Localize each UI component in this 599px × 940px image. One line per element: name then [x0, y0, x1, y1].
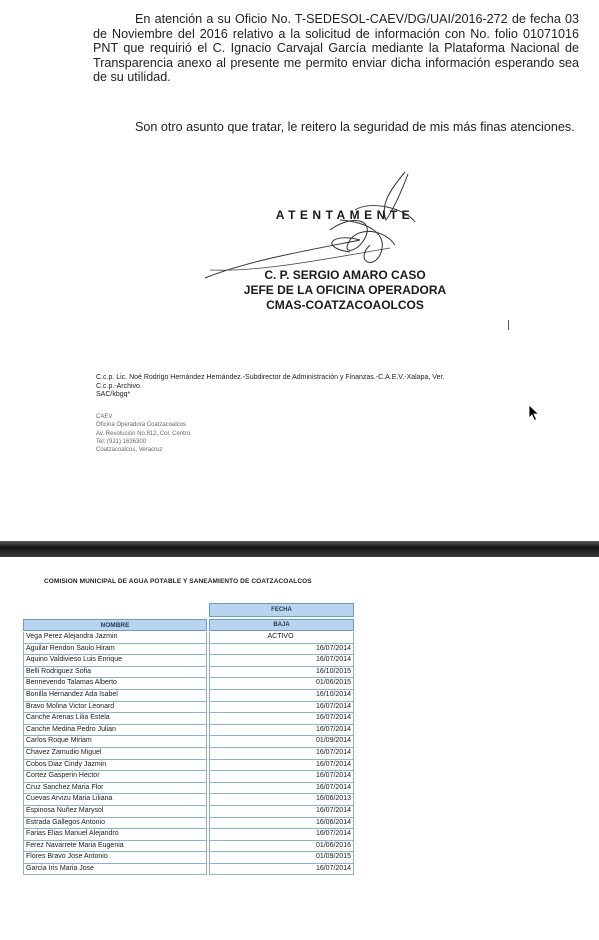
address-line: Tel: (921) 1636300 [96, 438, 147, 445]
table-row [23, 771, 354, 783]
name-cell: Cruz Sanchez Maria Flor [23, 783, 207, 795]
carbon-copy-block [96, 374, 566, 400]
page-separator [0, 541, 599, 557]
table-row [23, 678, 354, 690]
date-cell: 01/09/2015 [209, 852, 354, 864]
table-row [23, 632, 354, 644]
name-cell: Carlos Roque Miriam [23, 736, 207, 748]
name-cell: Farias Elias Manuel Alejandro [23, 829, 207, 841]
signer-name: C. P. SERGIO AMARO CASO [264, 268, 426, 282]
date-cell: 16/07/2014 [209, 783, 354, 795]
table-row [23, 806, 354, 818]
column-header-baja: BAJA [209, 619, 354, 631]
date-cell: 01/06/2016 [209, 841, 354, 853]
date-cell: 16/07/2014 [209, 725, 354, 737]
name-cell: Garcia Iris Maria Jose [23, 864, 207, 876]
paragraph-1-text: En atención a su Oficio No. T-SEDESOL-CAEV/DG/UAI/2016-272 de fecha 03 de Noviembre del 2016 relativo a la solicitud de información con No. folio 01071016 PNT que requirió el C. Ignacio Carvajal García mediante la Plataforma Nacional de Transparencia anexo al presente me permito enviar dicha información esperando sea de su utilidad. [93, 12, 579, 84]
date-cell: 16/07/2014 [209, 702, 354, 714]
ccp-line: SAC/kbgq* [96, 391, 131, 398]
name-cell: Ferez Navarrete Maria Eugenia [23, 841, 207, 853]
date-cell: 16/07/2014 [209, 644, 354, 656]
date-cell: ACTIVO [209, 632, 354, 644]
table-row [23, 841, 354, 853]
date-cell: 16/07/2014 [209, 806, 354, 818]
table-row [23, 644, 354, 656]
name-cell: Estrada Gallegos Antonio [23, 818, 207, 830]
table-row [23, 794, 354, 806]
address-line: CAEV [96, 414, 113, 420]
column-header-nombre: NOMBRE [23, 619, 207, 631]
name-cell: Bravo Molina Victor Leonard [23, 702, 207, 714]
date-cell: 16/07/2014 [209, 748, 354, 760]
text-caret [508, 320, 509, 330]
date-cell: 16/07/2014 [209, 864, 354, 876]
table-title: COMISION MUNICIPAL DE AGUA POTABLE Y SANEAMIENTO DE COATZACOALCOS [44, 578, 312, 585]
date-cell: 01/06/2015 [209, 678, 354, 690]
ccp-line: C.c.p.-Archivo. [96, 382, 142, 390]
column-header-fecha: FECHA [209, 603, 354, 617]
date-cell: 16/10/2014 [209, 690, 354, 702]
table-row [23, 655, 354, 667]
letter-paragraph-2 [93, 120, 579, 135]
date-cell: 16/10/2015 [209, 667, 354, 679]
ccp-line: C.c.p. Lic. Noé Rodrigo Hernández Hernández.-Subdirector de Administración y Finanzas.-C.A.E.V.-Xalapa, Ver. [96, 374, 445, 381]
name-cell: Espinosa Nuñez Marysol [23, 806, 207, 818]
date-cell: 01/09/2014 [209, 736, 354, 748]
address-line: Oficina Operadora Coatzacoalcos [96, 422, 187, 429]
date-cell: 16/07/2014 [209, 713, 354, 725]
header-row [23, 619, 354, 631]
table-row [23, 864, 354, 876]
table-row [23, 829, 354, 841]
closing-text: ATENTAMENTE [275, 208, 415, 222]
name-cell: Belli Rodriguez Sofia [23, 667, 207, 679]
table-row [23, 852, 354, 864]
name-cell: Cuevas Arvizu Maria Liliana [23, 794, 207, 806]
table-row [23, 736, 354, 748]
table-row [23, 760, 354, 772]
table-row [23, 725, 354, 737]
date-cell: 16/07/2014 [209, 829, 354, 841]
paragraph-2-text: Son otro asunto que tratar, le reitero la seguridad de mis más finas atenciones. [135, 120, 575, 134]
name-cell: Cortez Gasperin Hector [23, 771, 207, 783]
address-line: Coatzacoalcos, Veracruz [96, 447, 163, 454]
name-cell: Vega Perez Alejandra Jazmin [23, 632, 207, 644]
name-cell: Chavez Zamudio Miguel [23, 748, 207, 760]
name-cell: Aguilar Rendon Saulo Hiram [23, 644, 207, 656]
name-cell: Bennevendo Talamas Alberto [23, 678, 207, 690]
name-cell: Bonilla Hernandez Ada Isabel [23, 690, 207, 702]
date-cell: 16/06/2014 [209, 818, 354, 830]
table-page [0, 557, 599, 940]
name-cell: Aquino Valdivieso Luis Enrique [23, 655, 207, 667]
table-row [23, 690, 354, 702]
name-cell: Canche Medina Pedro Julian [23, 725, 207, 737]
address-block [96, 413, 190, 454]
letter-paragraph-1 [93, 12, 579, 85]
name-cell: Flores Bravo Jose Antonio [23, 852, 207, 864]
table-body [23, 632, 354, 875]
table-row [23, 818, 354, 830]
mouse-cursor-icon [528, 404, 540, 422]
table-row [23, 702, 354, 714]
name-cell: Canche Arenas Lilia Estela [23, 713, 207, 725]
table-row [23, 713, 354, 725]
name-cell: Cobos Diaz Cindy Jazmin [23, 760, 207, 772]
date-cell: 16/07/2014 [209, 655, 354, 667]
signer-org: CMAS-COATZACOAOLCOS [266, 298, 424, 312]
table-row [23, 667, 354, 679]
date-cell: 16/07/2014 [209, 760, 354, 772]
signer-title: JEFE DE LA OFICINA OPERADORA [243, 283, 447, 297]
date-cell: 16/06/2013 [209, 794, 354, 806]
table-row [23, 783, 354, 795]
address-line: Av. Revolución No.812, Col. Centro [96, 430, 191, 437]
date-cell: 16/07/2014 [209, 771, 354, 783]
table-row [23, 748, 354, 760]
